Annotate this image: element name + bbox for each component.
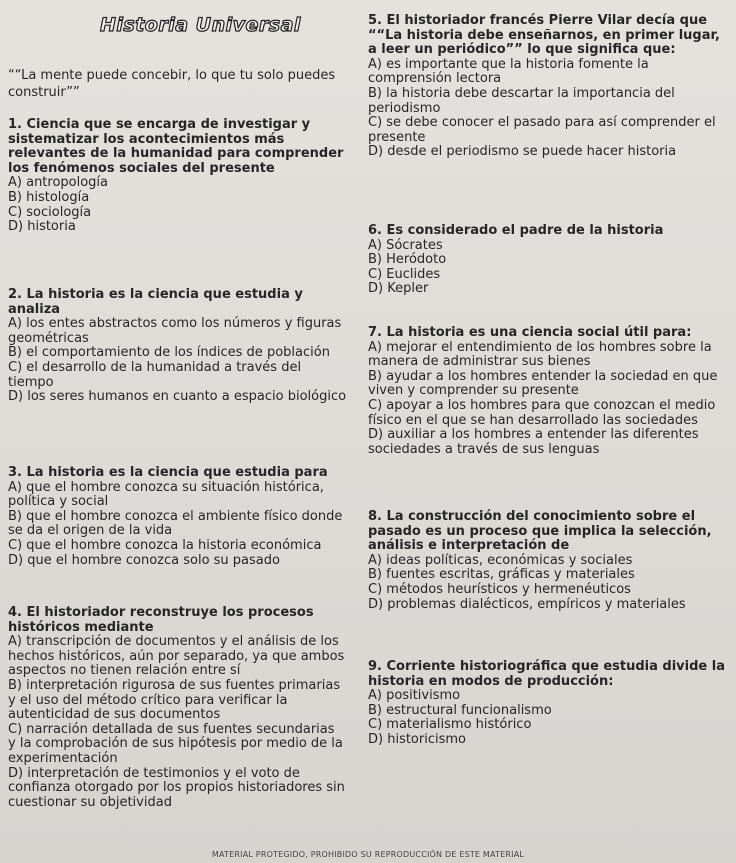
answer-option[interactable]: D) problemas dialécticos, empíricos y materiales (368, 596, 686, 612)
copyright-footer: MATERIAL PROTEGIDO, PROHIBIDO SU REPRODUCCIÓN DE ESTE MATERIAL (211, 850, 525, 859)
answer-option[interactable]: A) es importante que la historia fomente la comprensión lectora (368, 56, 649, 87)
answer-option[interactable]: A) los entes abstractos como los números y figuras geométricas (8, 316, 342, 346)
answer-option[interactable]: B) el comportamiento de los índices de población (8, 345, 330, 361)
answer-option[interactable]: C) el desarrollo de la humanidad a través del tiempo (8, 359, 302, 390)
answer-option[interactable]: D) interpretación de testimonios y el voto de confianza otorgado por los propios historiadores sin cuestionar su objetividad (8, 765, 345, 810)
answer-option[interactable]: B) histología (8, 189, 90, 205)
answer-option[interactable]: C) métodos heurísticos y hermenéuticos (368, 581, 631, 597)
question-stem: 6. Es considerado el padre de la historia (368, 223, 664, 238)
answer-option[interactable]: B) la historia debe descartar la importancia del periodismo (368, 85, 675, 116)
question-stem: 2. La historia es la ciencia que estudia y analiza (8, 287, 303, 317)
question-6 (368, 224, 730, 297)
question-stem: 9. Corriente historiográfica que estudia divide la historia en modos de producción: (368, 659, 725, 689)
question-stem: 7. La historia es una ciencia social útil para: (368, 325, 692, 340)
answer-option[interactable]: B) estructural funcionalismo (368, 702, 552, 718)
answer-option[interactable]: D) Kepler (368, 281, 429, 297)
answer-option[interactable]: D) desde el periodismo se puede hacer historia (368, 144, 677, 160)
question-2 (8, 288, 348, 405)
answer-option[interactable]: B) interpretación rigurosa de sus fuentes primarias y el uso del método crítico para verificar la autenticidad de sus documentos (8, 677, 341, 723)
answer-option[interactable]: A) ideas políticas, económicas y sociales (368, 552, 633, 568)
answer-option[interactable]: C) que el hombre conozca la historia económica (8, 537, 322, 553)
question-8 (368, 510, 726, 612)
answer-option[interactable]: A) que el hombre conozca su situación histórica, política y social (8, 479, 324, 510)
answer-option[interactable]: B) Heródoto (368, 252, 447, 268)
answer-option[interactable]: C) sociología (8, 204, 92, 220)
question-9 (368, 660, 726, 748)
question-3 (8, 466, 348, 568)
worksheet-title: Historia Universal (100, 14, 301, 36)
answer-option[interactable]: A) Sócrates (368, 237, 443, 253)
answer-option[interactable]: D) los seres humanos en cuanto a espacio biológico (8, 389, 347, 405)
answer-option[interactable]: B) fuentes escritas, gráficas y materiales (368, 567, 635, 583)
question-1 (8, 118, 354, 235)
answer-option[interactable]: C) se debe conocer el pasado para así comprender el presente (368, 115, 716, 145)
question-7 (368, 326, 722, 457)
question-5 (368, 14, 730, 160)
question-4 (8, 606, 346, 810)
answer-option[interactable]: A) transcripción de documentos y el análisis de los hechos históricos, aún por separado, ya que ambos aspectos no tienen relación entre sí (8, 634, 345, 679)
answer-option[interactable]: C) Euclides (368, 266, 441, 282)
answer-option[interactable]: D) que el hombre conozca solo su pasado (8, 552, 280, 568)
answer-option[interactable]: C) materialismo histórico (368, 717, 532, 733)
question-stem: 3. La historia es la ciencia que estudia para (8, 465, 328, 480)
motivational-quote: ““La mente puede concebir, lo que tu solo puedes construir”” (8, 68, 336, 100)
answer-option[interactable]: B) ayudar a los hombres entender la sociedad en que viven y comprender su presente (368, 368, 718, 399)
question-stem: 8. La construcción del conocimiento sobre el pasado es un proceso que implica la selección, análisis e interpretación de (368, 509, 712, 554)
answer-option[interactable]: C) narración detallada de sus fuentes secundarias y la comprobación de sus hipótesis por medio de la experimentación (8, 721, 343, 766)
answer-option[interactable]: C) apoyar a los hombres para que conozcan el medio físico en el que se han desarrollado las sociedades (368, 397, 716, 428)
answer-option[interactable]: D) historicismo (368, 731, 466, 747)
answer-option[interactable]: A) antropología (8, 175, 109, 191)
question-stem: 4. El historiador reconstruye los procesos históricos mediante (8, 605, 314, 635)
answer-option[interactable]: A) positivismo (368, 688, 461, 704)
answer-option[interactable]: A) mejorar el entendimiento de los hombres sobre la manera de administrar sus bienes (368, 339, 712, 370)
question-stem: 5. El historiador francés Pierre Vilar decía que ““La historia debe enseñarnos, en primer lugar, a leer un periódico”” lo que significa que: (368, 13, 720, 58)
question-stem: 1. Ciencia que se encarga de investigar y sistematizar los acontecimientos más relevantes de la humanidad para comprender los fenómenos sociales del presente (8, 117, 344, 176)
answer-option[interactable]: B) que el hombre conozca el ambiente físico donde se da el origen de la vida (8, 508, 343, 539)
answer-option[interactable]: D) historia (8, 219, 76, 235)
answer-option[interactable]: D) auxiliar a los hombres a entender las diferentes sociedades a través de sus lenguas (368, 427, 699, 457)
